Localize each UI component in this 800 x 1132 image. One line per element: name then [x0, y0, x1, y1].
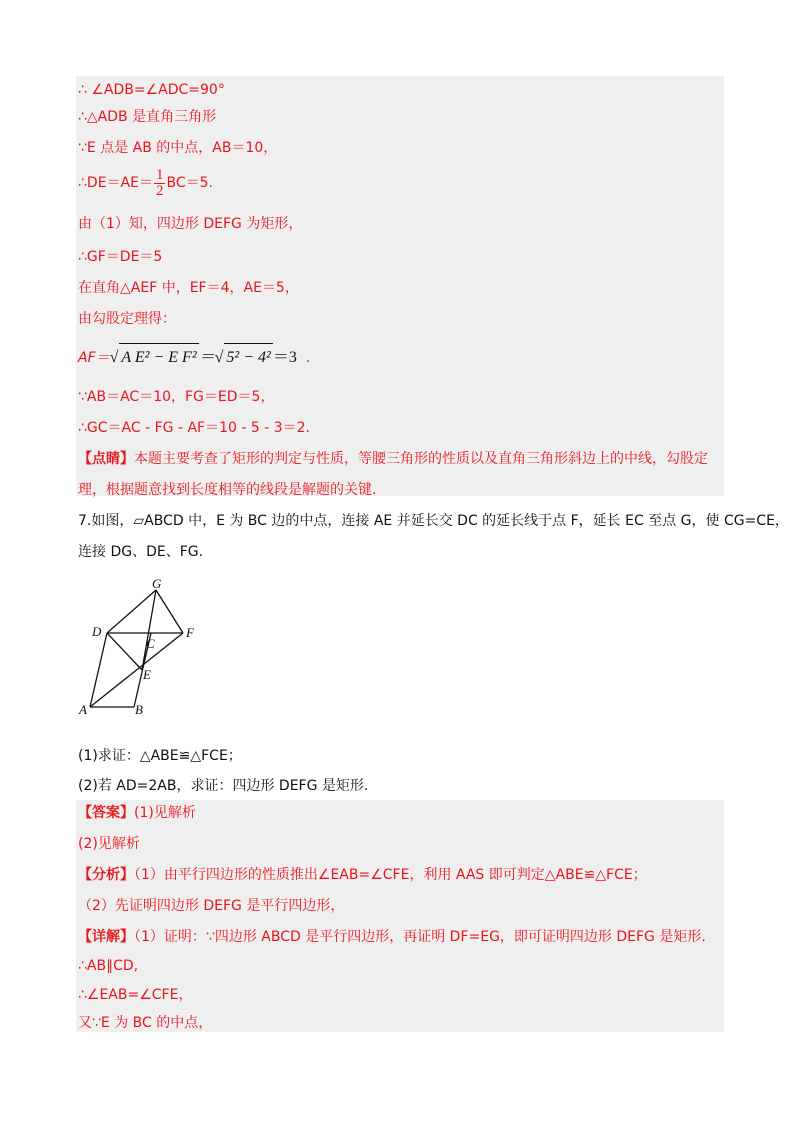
problem-line-2: 连接 DG、DE、FG.	[78, 544, 204, 560]
detail-line-1: 【详解】（1）证明：∵四边形 ABCD 是平行四边形，再证明 DF=EG，即可证明四边形 DEFG 是矩形.	[78, 929, 706, 945]
label-G: G	[152, 578, 162, 591]
comment-line-1: 【点睛】本题主要考查了矩形的判定与性质，等腰三角形的性质以及直角三角形斜边上的中线，勾股定	[78, 451, 708, 467]
label-F: F	[186, 625, 194, 640]
question-2: (2)若 AD=2AB，求证：四边形 DEFG 是矩形.	[78, 778, 369, 794]
geometry-figure	[78, 578, 208, 718]
label-A: A	[79, 702, 87, 717]
label-D: D	[92, 624, 102, 639]
problem-line-1: 7.如图，▱ABCD 中，E 为 BC 边的中点，连接 AE 并延长交 DC 的延长线于点 F，延长 EC 至点 G，使 CG=CE，	[78, 513, 789, 529]
segment-GE	[142, 590, 156, 670]
solution-line-11: ∴GC＝AC - FG - AF＝10 - 5 - 3＝2.	[78, 420, 310, 436]
solution-line-4: ∴DE＝AE＝ $\frac{1}{2}$ BC＝5.	[78, 166, 213, 199]
analysis-line-1: 【分析】（1）由平行四边形的性质推出∠EAB=∠CFE，利用 AAS 即可判定△ABE≌△FCE；	[78, 867, 647, 883]
solution-line-3: ∵E 点是 AB 的中点，AB＝10，	[78, 140, 278, 156]
answer-line-1: 【答案】(1)见解析	[78, 805, 196, 821]
segment-DE	[107, 633, 142, 670]
segment-GF	[156, 590, 183, 633]
solution-line-9: AF＝√ A E² − E F² ＝√ 5² − 4² ＝3 .	[78, 343, 310, 372]
solution-line-6: ∴GF＝DE＝5	[78, 249, 163, 265]
solution-line-5: 由（1）知，四边形 DEFG 为矩形，	[78, 216, 303, 232]
solution-line-7: 在直角△AEF 中，EF＝4，AE＝5，	[78, 280, 299, 296]
solution-line-1: ∴ ∠ADB=∠ADC=90°	[78, 82, 225, 98]
detail-line-2: ∴AB∥CD,	[78, 958, 139, 974]
question-1: (1)求证：△ABE≌△FCE；	[78, 748, 242, 764]
detail-line-4: 又∵E 为 BC 的中点，	[78, 1015, 213, 1031]
label-C: C	[146, 636, 155, 651]
detail-line-3: ∴∠EAB=∠CFE，	[78, 987, 193, 1003]
solution-line-10: ∵AB＝AC＝10，FG＝ED＝5，	[78, 389, 275, 405]
fraction-half: $\frac{1}{2}$	[155, 166, 164, 199]
solution-line-2: ∴△ADB 是直角三角形	[78, 109, 217, 125]
segment-DG	[107, 590, 156, 633]
analysis-line-2: （2）先证明四边形 DEFG 是平行四边形，	[78, 898, 345, 914]
label-B: B	[135, 702, 143, 717]
label-E: E	[143, 667, 151, 682]
comment-line-2: 理，根据题意找到长度相等的线段是解题的关键.	[78, 482, 377, 498]
answer-line-2: (2)见解析	[78, 836, 140, 852]
solution-line-8: 由勾股定理得：	[78, 311, 176, 327]
